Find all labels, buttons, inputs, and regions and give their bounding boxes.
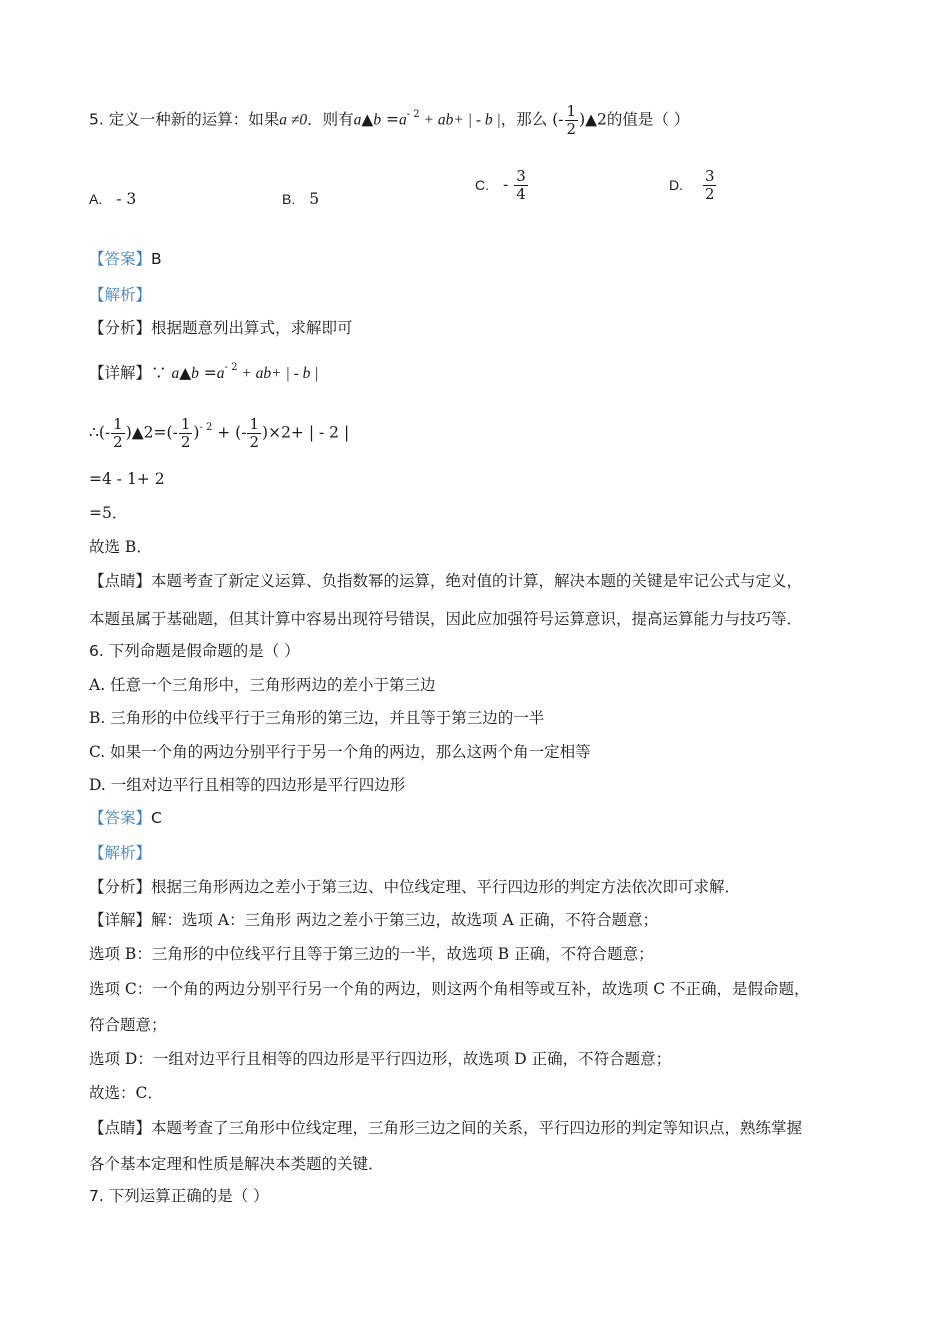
q5-option-b bbox=[282, 190, 319, 208]
q6-detail-1: 【详解】解：选项 A：三角形 两边之差小于第三边，故选项 A 正确，不符合题意； bbox=[89, 911, 659, 929]
option-value: 5 bbox=[309, 190, 320, 208]
answer-value: C bbox=[151, 809, 162, 827]
fraction-denominator: 2 bbox=[704, 185, 715, 203]
answer-value: B bbox=[151, 250, 162, 268]
q5-def-eq: = bbox=[381, 110, 399, 129]
option-label: C. bbox=[475, 176, 489, 193]
q6-comment-2: 各个基本定理和性质是解决本类题的关键． bbox=[89, 1155, 384, 1173]
answer-tag: 【答案】 bbox=[89, 809, 152, 827]
q5-def-b: b bbox=[373, 111, 382, 129]
q6-option-d: D. 一组对边平行且相等的四边形是平行四边形 bbox=[89, 776, 406, 794]
calc-fraction-1 bbox=[111, 416, 125, 451]
q6-analysis-tag: 【解析】 bbox=[89, 844, 152, 862]
detail-exponent: - 2 bbox=[224, 362, 238, 373]
option-label: A. bbox=[89, 191, 103, 207]
q5-stem-mid: ．则有 bbox=[307, 110, 354, 129]
q5-option-a bbox=[89, 190, 136, 208]
q6-answer bbox=[89, 807, 162, 829]
detail-rest: + ab+ | - b | bbox=[237, 365, 319, 382]
detail-triangle: ▲ bbox=[179, 364, 192, 382]
q6-fenxi: 【分析】根据三角形两边之差小于第三边、中位线定理、平行四边形的判定方法依次即可求解． bbox=[89, 878, 741, 896]
q5-def-base: a bbox=[399, 111, 407, 129]
q5-def-rest: + ab+ | - b | bbox=[419, 111, 501, 129]
q5-step-1: =4 - 1+ 2 bbox=[89, 470, 165, 488]
option-label: B. bbox=[282, 191, 296, 207]
q5-def-a: a bbox=[353, 111, 362, 129]
q6-option-c: C. 如果一个角的两边分别平行于另一个角的两边，那么这两个角一定相等 bbox=[89, 743, 591, 761]
q6-option-b: B. 三角形的中位线平行于三角形的第三边，并且等于第三边的一半 bbox=[89, 709, 545, 727]
q6-detail-3: 选项 C：一个角的两边分别平行另一个角的两边，则这两个角相等或互补，故选项 C 不正确，是假命题， bbox=[89, 980, 810, 998]
option-sign: - bbox=[503, 175, 509, 194]
q6-comment-1: 【点睛】本题考查了三角形中位线定理，三角形三边之间的关系，平行四边形的判定等知识点，熟练掌握 bbox=[89, 1119, 803, 1137]
q5-def-triangle: ▲ bbox=[361, 110, 374, 129]
q6-option-a: A. 任意一个三角形中，三角形两边的差小于第三边 bbox=[89, 676, 436, 694]
option-label: D. bbox=[669, 176, 683, 193]
fraction-numerator: 1 bbox=[113, 415, 123, 433]
q5-expr-open: (- bbox=[552, 110, 564, 129]
q5-condition: a ≠0 bbox=[279, 111, 308, 129]
q5-option-c bbox=[475, 168, 529, 203]
q5-step-2: =5． bbox=[89, 504, 128, 522]
q6-detail-4: 符合题意； bbox=[89, 1016, 167, 1034]
q5-analysis-tag: 【解析】 bbox=[89, 286, 152, 304]
calc-end: )×2+ | - 2 | bbox=[262, 423, 350, 442]
q7-stem-text: 下列运算正确的是（ ） bbox=[108, 1187, 269, 1205]
q5-stem-end: 的值是（ ） bbox=[606, 110, 690, 129]
q5-expr-fraction bbox=[565, 103, 579, 138]
q6-detail-5: 选项 D：一组对边平行且相等的四边形是平行四边形，故选项 D 正确，不符合题意； bbox=[89, 1050, 672, 1068]
calc-mid-1: )▲2=(- bbox=[125, 423, 178, 442]
calc-fraction-3 bbox=[247, 416, 261, 451]
q5-fenxi: 【分析】根据题意列出算式，求解即可 bbox=[89, 319, 353, 337]
q5-stem-after: ，那么 bbox=[500, 110, 548, 129]
option-fraction bbox=[703, 168, 717, 203]
calc-start: ∴(- bbox=[89, 423, 111, 442]
fraction-denominator: 2 bbox=[249, 433, 260, 451]
q5-choose: 故选 B． bbox=[89, 538, 152, 556]
q6-number: 6. bbox=[89, 642, 104, 660]
detail-prefix: 【详解】∵ bbox=[89, 364, 172, 382]
detail-base: a bbox=[216, 365, 225, 382]
q5-expr-close: )▲2 bbox=[579, 110, 607, 129]
fraction-denominator: 4 bbox=[516, 185, 526, 203]
q5-detail bbox=[89, 362, 319, 387]
option-fraction bbox=[514, 168, 528, 203]
fraction-denominator: 2 bbox=[113, 433, 123, 451]
option-value: - 3 bbox=[116, 190, 137, 208]
fraction-denominator: 2 bbox=[180, 433, 191, 451]
detail-b: b bbox=[191, 365, 199, 382]
detail-a: a bbox=[171, 365, 180, 382]
q6-stem bbox=[89, 640, 300, 662]
fraction-numerator: 3 bbox=[704, 167, 715, 185]
q6-detail-2: 选项 B：三角形的中位线平行且等于第三边的一半，故选项 B 正确，不符合题意； bbox=[89, 945, 654, 963]
q7-number: 7. bbox=[89, 1187, 104, 1205]
q5-number: 5. bbox=[89, 110, 104, 129]
q5-def-exponent: - 2 bbox=[406, 108, 420, 120]
calc-exponent: - 2 bbox=[199, 421, 213, 433]
q6-choose: 故选：C． bbox=[89, 1084, 163, 1102]
calc-mid-2: + (- bbox=[212, 423, 247, 442]
fraction-numerator: 1 bbox=[566, 102, 577, 120]
detail-eq: = bbox=[198, 364, 217, 382]
fraction-numerator: 1 bbox=[249, 415, 260, 433]
q5-comment-2: 本题虽属于基础题，但其计算中容易出现符号错误，因此应加强符号运算意识，提高运算能力与技巧等． bbox=[89, 610, 803, 628]
answer-tag: 【答案】 bbox=[89, 250, 152, 268]
q5-option-d bbox=[669, 168, 717, 203]
q6-stem-text: 下列命题是假命题的是（ ） bbox=[108, 642, 300, 660]
calc-fraction-2 bbox=[179, 416, 193, 451]
fraction-denominator: 2 bbox=[566, 120, 577, 138]
fraction-numerator: 3 bbox=[516, 167, 526, 185]
q5-answer bbox=[89, 248, 162, 270]
q5-stem-text: 定义一种新的运算：如果 bbox=[108, 110, 280, 129]
fraction-numerator: 1 bbox=[180, 415, 191, 433]
q5-comment-1: 【点睛】本题考查了新定义运算、负指数幂的运算，绝对值的计算，解决本题的关键是牢记公式与定义， bbox=[89, 572, 803, 590]
q5-calc: ∴(- $\frac{1}{2}$ )▲2=(- $\frac{1}{2}$ )$^{- 2}$ + (- $\frac{1}{2}$ )×2+ | - 2 | bbox=[89, 415, 350, 451]
q7-stem bbox=[89, 1185, 269, 1207]
q5-stem bbox=[89, 103, 689, 138]
